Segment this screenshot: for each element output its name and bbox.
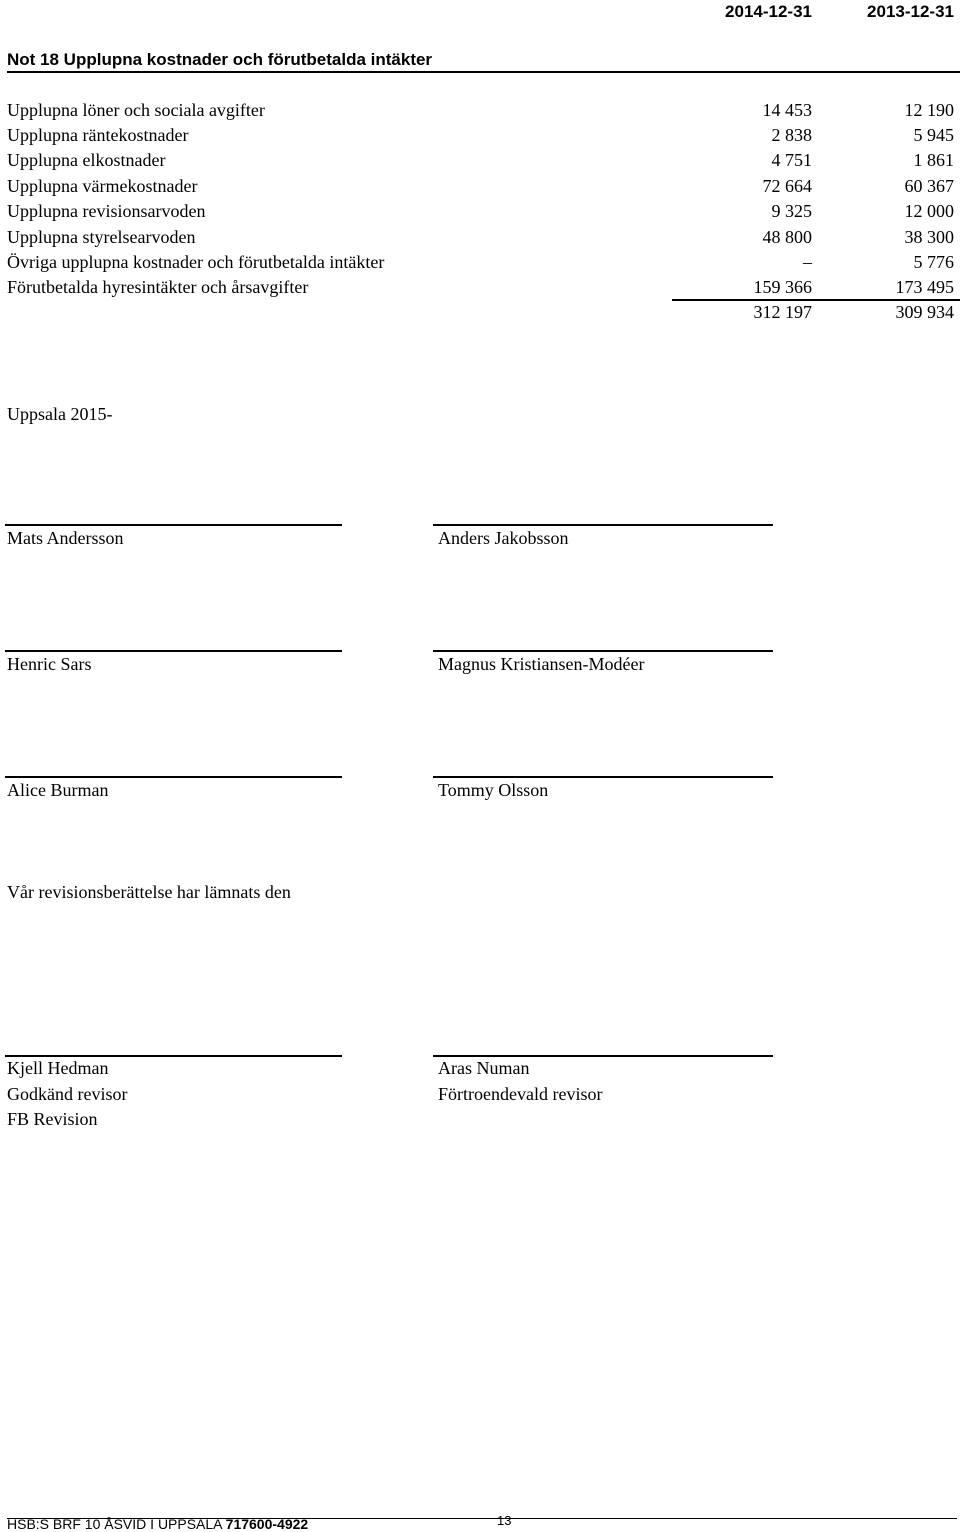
total-2013: 309 934 — [895, 302, 954, 322]
signatory-name: Anders Jakobsson — [438, 528, 569, 548]
row-value-2014: 48 800 — [762, 227, 812, 247]
row-value-2013: 5 776 — [913, 252, 954, 272]
signature-line — [433, 650, 773, 652]
auditor-role: Godkänd revisor — [7, 1084, 128, 1104]
row-label: Upplupna löner och sociala avgifter — [7, 100, 265, 120]
row-value-2013: 12 190 — [904, 100, 954, 120]
page-number: 13 — [497, 1513, 512, 1528]
row-label: Upplupna styrelsearvoden — [7, 227, 196, 247]
row-value-2014: 4 751 — [771, 150, 812, 170]
row-value-2014: – — [803, 252, 812, 272]
signature-line — [5, 776, 342, 778]
row-label: Förutbetalda hyresintäkter och årsavgifter — [7, 277, 309, 297]
title-underline — [7, 71, 960, 73]
footer-org-name: HSB:S BRF 10 ÅSVID I UPPSALA — [7, 1516, 222, 1532]
note-title: Not 18 Upplupna kostnader och förutbetalda intäkter — [7, 50, 433, 69]
row-value-2013: 5 945 — [913, 125, 954, 145]
signature-line — [5, 524, 342, 526]
auditor-firm: FB Revision — [7, 1109, 98, 1129]
row-label: Upplupna värmekostnader — [7, 176, 198, 196]
signatory-name: Alice Burman — [7, 780, 109, 800]
row-value-2014: 72 664 — [762, 176, 812, 196]
footer-org — [7, 1516, 308, 1532]
signature-line — [5, 1055, 342, 1057]
sum-line-2014 — [672, 299, 815, 301]
row-label: Upplupna elkostnader — [7, 150, 166, 170]
row-value-2014: 9 325 — [771, 201, 812, 221]
row-label: Övriga upplupna kostnader och förutbetalda intäkter — [7, 252, 385, 272]
auditor-name: Kjell Hedman — [7, 1058, 109, 1078]
signature-line — [433, 524, 773, 526]
row-value-2013: 60 367 — [904, 176, 954, 196]
row-value-2013: 1 861 — [913, 150, 954, 170]
signatory-name: Tommy Olsson — [438, 780, 549, 800]
place-date: Uppsala 2015- — [7, 404, 113, 424]
signature-line — [5, 650, 342, 652]
auditor-role: Förtroendevald revisor — [438, 1084, 603, 1104]
column-header-2014: 2014-12-31 — [725, 2, 812, 21]
row-label: Upplupna revisionsarvoden — [7, 201, 206, 221]
sum-line-2013 — [815, 299, 960, 301]
signatory-name: Mats Andersson — [7, 528, 124, 548]
footer-org-number: 717600-4922 — [225, 1516, 309, 1532]
row-value-2013: 12 000 — [904, 201, 954, 221]
row-value-2013: 38 300 — [904, 227, 954, 247]
signature-line — [433, 776, 773, 778]
row-value-2014: 14 453 — [762, 100, 812, 120]
row-label: Upplupna räntekostnader — [7, 125, 189, 145]
signatory-name: Henric Sars — [7, 654, 92, 674]
auditor-name: Aras Numan — [438, 1058, 530, 1078]
row-value-2013: 173 495 — [895, 277, 954, 297]
audit-statement: Vår revisionsberättelse har lämnats den — [7, 882, 291, 902]
signature-line — [433, 1055, 773, 1057]
total-2014: 312 197 — [753, 302, 812, 322]
row-value-2014: 2 838 — [771, 125, 812, 145]
row-value-2014: 159 366 — [753, 277, 812, 297]
column-header-2013: 2013-12-31 — [867, 2, 954, 21]
signatory-name: Magnus Kristiansen-Modéer — [438, 654, 645, 674]
